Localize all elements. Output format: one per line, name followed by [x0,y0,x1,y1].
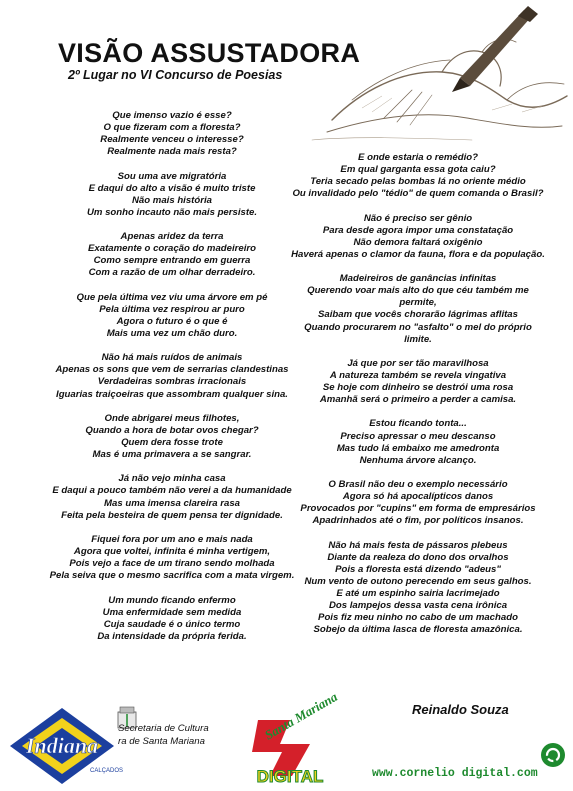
poem-line: Mas uma imensa clareira rasa [104,497,240,509]
poem-line: Mais uma vez um chão duro. [106,327,238,339]
poem-line: Para desde agora impor uma constatação [322,224,514,236]
recycle-icon [540,742,566,768]
poem-line: Madeireiros de ganâncias infinitas [339,273,497,285]
indiana-logo-text: Indiana [25,733,99,758]
poem-line: Não é preciso ser gênio [363,212,473,224]
poem-subtitle: 2º Lugar no VI Concurso de Poesias [68,68,283,82]
poem-line: Cuja saudade é o único termo [103,618,241,630]
right-stanza [290,152,546,200]
poem-line: Apenas os sons que vem de serrarias clandestinas [55,364,289,376]
poem-line: Pois a floresta está dizendo "adeus" [335,563,501,575]
left-stanza [48,231,296,279]
poem-line: Pois vejo a face de um tirano sendo molhada [69,558,275,570]
poem-title: VISÃO ASSUSTADORA [58,38,361,68]
poem-line: Da intensidade da própria ferida. [97,630,247,642]
right-stanza [290,358,546,406]
poem-line: Não há mais ruídos de animais [101,352,243,364]
poem-line: E onde estaria o remédio? [358,152,478,163]
indiana-calcados-logo [6,706,124,786]
left-stanza [48,352,296,400]
poem-line: Que pela última vez viu uma árvore em pé [76,291,268,303]
poem-line: E daqui do alto a visão é muito triste [88,182,256,194]
poem-line: Realmente venceu o interesse? [100,134,244,146]
right-stanza [290,213,546,261]
left-stanza [48,473,296,521]
poem-left-column [48,110,296,655]
poem-line: Saibam que vocês chorarão lágrimas aflitas [318,309,518,321]
poem-line: Agora só há apocalípticos danos [342,491,494,503]
calcados-text: CALÇADOS [90,768,124,774]
poem-line: O que fizeram com a floresta? [103,122,241,134]
poem-line: Em qual garganta essa gota caiu? [340,164,496,176]
poem-line: Querendo voar mais alto do que céu também me permite, [307,285,529,309]
poem-line: Onde abrigarei meus filhotes, [104,412,240,424]
poem-line: Num vento de outono perecendo em seus galhos. [304,575,532,587]
poem-line: Teria secado pelas bombas lá no oriente médio [310,176,526,188]
poem-line: Já não vejo minha casa [118,473,226,485]
poem-line: Mas é uma primavera a se sangrar. [92,449,252,461]
poem-line: Não há mais festa de pássaros plebeus [328,539,508,551]
hand-writing-illustration [292,0,573,148]
right-stanza [290,540,546,637]
poem-line: Um mundo ficando enfermo [108,594,236,606]
author-signature: Reinaldo Souza [412,702,509,717]
left-stanza [48,595,296,643]
poem-line: Mas tudo lá embaixo me amedronta [336,442,500,454]
poem-line: Realmente nada mais resta? [107,146,237,158]
poem-line: Pela seiva que o mesmo sacrifica com a mata virgem. [49,570,295,582]
poem-line: Exatamente o coração do madeireiro [88,243,256,255]
santa-mariana-digital-logo [240,688,340,788]
dept-line-1: Secretaria de Cultura [118,723,209,734]
poem-line: Com a razão de um olhar derradeiro. [88,267,256,279]
poem-line: Não demora faltará oxigênio [353,236,483,248]
right-stanza [290,479,546,527]
poem-line: Amanhã será o primeiro a perder a camisa. [319,394,517,406]
poem-line: Haverá apenas o clamor da fauna, flora e da população. [291,248,545,260]
left-stanza [48,292,296,340]
poem-line: Pela última vez respirou ar puro [99,303,245,315]
poem-line: Estou ficando tonta... [369,418,467,430]
poem-line: Sou uma ave migratória [117,170,227,182]
poem-line: Como sempre entrando em guerra [93,255,251,267]
poem-line: E daqui a pouco também não verei a da humanidade [52,485,292,497]
poem-line: Dos lampejos dessa vasta cena irônica [328,600,508,612]
poem-line: Sobejo da última lasca de floresta amazônica. [313,624,523,636]
poem-line: Quando a hora de botar ovos chegar? [85,424,259,436]
poem-line: Quando procurarem no "asfalto" o mel do próprio limite. [304,321,532,345]
poem-line: Ou invalidado pelo "tédio" de quem comanda o Brasil? [292,188,544,200]
poem-line: Um sonho incauto não mais persiste. [86,206,258,218]
poem-line: Provocados por "cupins" em forma de empresários [300,503,536,515]
poem-line: Iguarias traiçoeiras que assombram qualquer sina. [56,388,288,400]
poem-line: Agora que voltei, infinita é minha vertigem, [73,546,271,558]
poem-right-column [290,152,546,649]
poem-line: Já que por ser tão maravilhosa [347,357,489,369]
poem-line: Apadrinhados até o fim, por políticos insanos. [312,515,524,527]
right-stanza [290,273,546,346]
poem-line: Não mais história [132,194,212,206]
left-stanza [48,534,296,582]
right-stanza [290,418,546,466]
poem-line: Apenas aridez da terra [120,231,224,243]
poem-line: Preciso apressar o meu descanso [340,430,496,442]
poem-line: O Brasil não deu o exemplo necessário [328,479,508,490]
left-stanza [48,110,296,158]
poem-line: E até um espinho sairia lacrimejado [336,587,500,599]
left-stanza [48,171,296,219]
santa-mariana-logo-text: Santa Mariana [262,688,340,743]
left-stanza [48,413,296,461]
poem-line: A natureza também se revela vingativa [329,369,507,381]
poem-line: Nenhuma árvore alcanço. [359,454,477,466]
website-url[interactable]: www.cornelio digital.com [372,767,538,780]
culture-department-text [118,722,209,748]
digital-logo-text: DIGITAL [256,767,324,786]
poem-line: Que imenso vazio é esse? [112,110,232,121]
poem-line: Fiquei fora por um ano e mais nada [91,533,253,545]
poem-line: Pois fiz meu ninho no cabo de um machado [318,612,518,624]
dept-line-2: ra de Santa Mariana [118,736,205,747]
poem-line: Verdadeiras sombras irracionais [97,376,247,388]
poem-line: Uma enfermidade sem medida [102,606,242,618]
poem-line: Se hoje com dinheiro se destrói uma rosa [322,382,514,394]
poem-line: Agora o futuro é o que é [116,315,228,327]
poem-line: Quem dera fosse trote [121,437,223,448]
poem-line: Diante da realeza do dono dos orvalhos [327,551,509,563]
poem-line: Feita pela besteira de quem pensa ter dignidade. [61,509,283,521]
